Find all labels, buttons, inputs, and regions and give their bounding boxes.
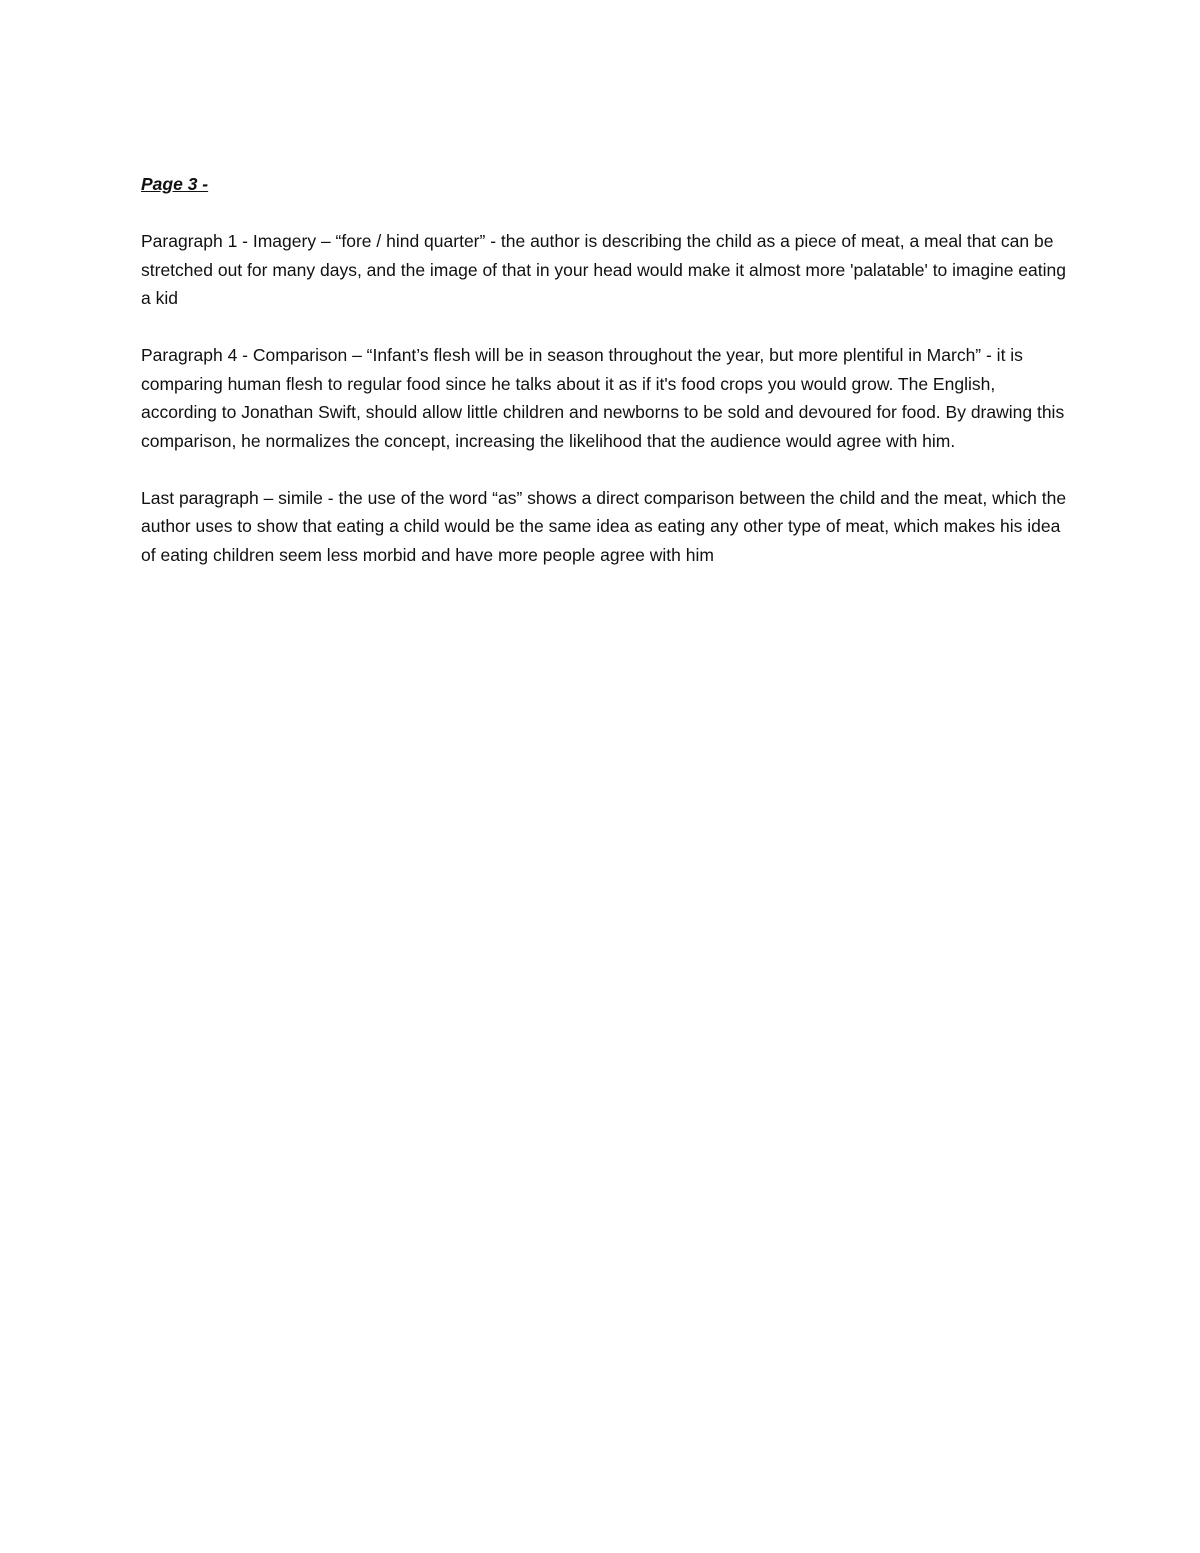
document-body [141, 170, 1071, 598]
paragraph-4-analysis: Paragraph 4 - Comparison – “Infant’s flesh will be in season throughout the year, but more plentiful in March” - it is comparing human flesh to regular food since he talks about it as if it's food crops you would grow. The English, according to Jonathan Swift, should allow little children and newborns to be sold and devoured for food. By drawing this comparison, he normalizes the concept, increasing the likelihood that the audience would agree with him. [141, 345, 1065, 451]
page-heading: Page 3 - [141, 174, 209, 194]
paragraph-1-analysis: Paragraph 1 - Imagery – “fore / hind quarter” - the author is describing the child as a piece of meat, a meal that can be stretched out for many days, and the image of that in your head would make it almost more 'palatable' to imagine eating a kid [141, 231, 1066, 308]
last-paragraph-analysis: Last paragraph – simile - the use of the word “as” shows a direct comparison between the child and the meat, which the author uses to show that eating a child would be the same idea as eating any other type of meat, which makes his idea of eating children seem less morbid and have more people agree with him [141, 487, 1067, 565]
